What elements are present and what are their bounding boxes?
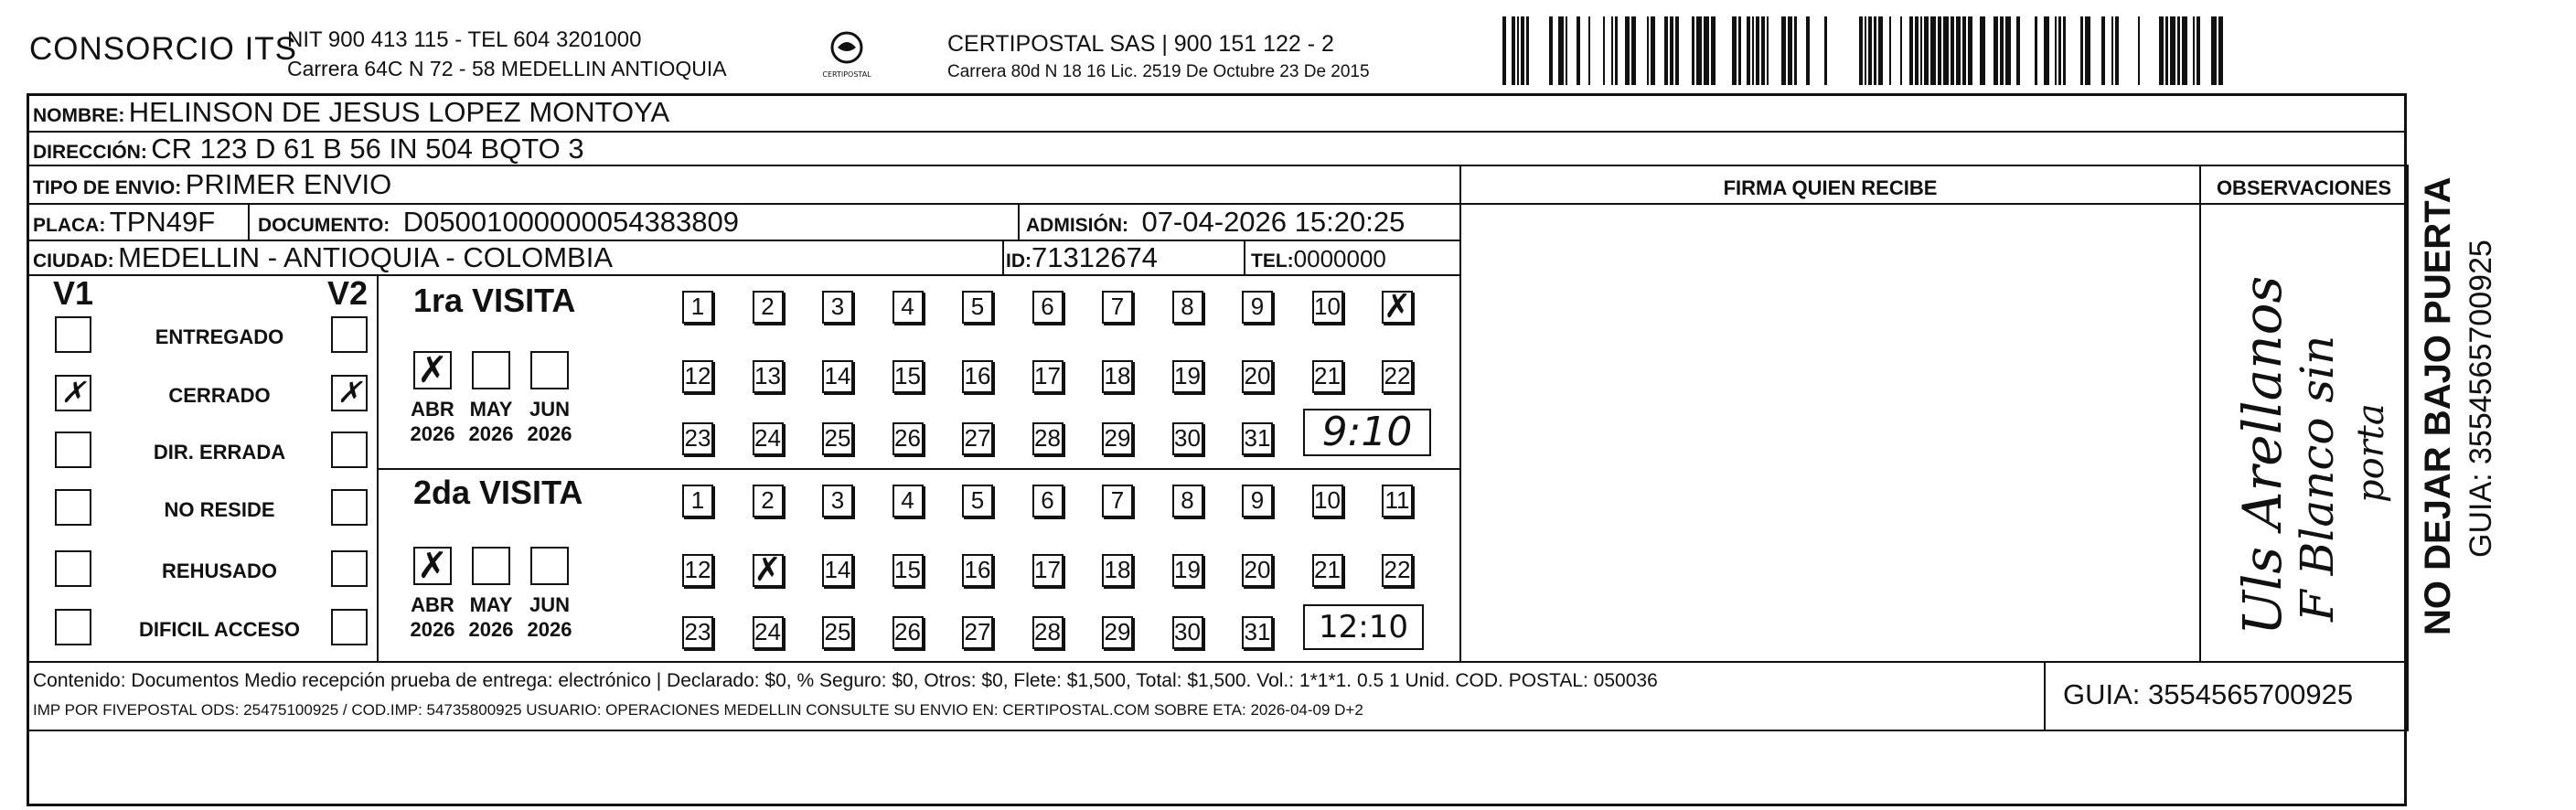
barcode-bar — [2111, 16, 2113, 85]
month-label: MAY — [469, 593, 513, 616]
status-option-label: NO RESIDE — [164, 498, 275, 521]
courier-logo-icon — [821, 27, 872, 84]
barcode-bar — [1930, 16, 1936, 85]
day-box: 21 — [1312, 360, 1343, 393]
month-checkbox — [472, 351, 510, 389]
day-box: 26 — [893, 616, 924, 649]
day-box: 2 — [753, 291, 784, 324]
barcode-bar — [1824, 16, 1827, 85]
day-box: 10 — [1312, 291, 1343, 324]
month-year: 2026 — [468, 422, 514, 445]
barcode-bar — [1924, 16, 1929, 85]
barcode-bar — [1664, 16, 1668, 85]
day-box: 10 — [1312, 485, 1343, 517]
barcode-bar — [1767, 16, 1769, 85]
day-box: 27 — [962, 422, 993, 455]
company-address: Carrera 64C N 72 - 58 MEDELLIN ANTIOQUIA — [287, 57, 727, 80]
barcode-bar — [1781, 16, 1786, 85]
day-box: 14 — [822, 360, 853, 393]
row-id — [1006, 241, 1158, 274]
month-year: 2026 — [527, 422, 572, 445]
tel-label: TEL: — [1251, 250, 1294, 272]
barcode-bar — [1517, 16, 1519, 85]
barcode-bar — [2085, 16, 2090, 85]
day-box: 6 — [1032, 485, 1064, 517]
day-box: 29 — [1102, 422, 1133, 455]
barcode-bar — [2218, 16, 2223, 85]
month-year: 2026 — [468, 618, 514, 641]
row-admision — [1026, 206, 1405, 239]
firma-header: FIRMA QUIEN RECIBE — [1723, 176, 1938, 199]
status-v1-checkbox: ✗ — [55, 375, 91, 411]
admision-value: 07-04-2026 15:20:25 — [1141, 206, 1406, 238]
status-v1-checkbox — [55, 550, 91, 587]
barcode-bar — [1909, 16, 1913, 85]
day-box: 12 — [682, 360, 713, 393]
barcode-bar — [1526, 16, 1529, 85]
day-box: 30 — [1172, 422, 1203, 455]
status-v2-checkbox — [331, 550, 368, 587]
day-box: 4 — [893, 485, 924, 517]
barcode-bar — [1951, 16, 1954, 85]
day-box: 3 — [822, 485, 853, 517]
status-v2-checkbox: ✗ — [331, 375, 368, 411]
barcode-bar — [1806, 16, 1810, 85]
day-box: 5 — [962, 291, 993, 324]
status-v2-checkbox — [331, 432, 368, 468]
placa-label: PLACA: — [33, 215, 106, 236]
nombre-label: NOMBRE: — [33, 105, 125, 126]
observaciones-handwriting — [2213, 274, 2396, 649]
nombre-value: HELINSON DE JESUS LOPEZ MONTOYA — [128, 96, 670, 128]
day-box: 29 — [1102, 616, 1133, 649]
day-box: 12 — [682, 554, 713, 587]
month-label: JUN — [529, 593, 570, 616]
tel-value: 0000000 — [1293, 245, 1386, 272]
barcode-bar — [1711, 16, 1716, 85]
barcode-bar — [1625, 16, 1630, 85]
day-box: 11 — [1382, 485, 1413, 517]
day-box: 4 — [893, 291, 924, 324]
status-option-label: DIR. ERRADA — [153, 441, 286, 464]
barcode-bar — [1704, 16, 1709, 85]
side-guia: GUIA: 3554565700925 — [2464, 240, 2498, 558]
day-box: 5 — [962, 485, 993, 517]
barcode-bar — [1588, 16, 1590, 85]
handwritten-line-2: F Blanco sin — [2291, 335, 2344, 622]
barcode-bar — [2193, 16, 2195, 85]
day-box: 6 — [1032, 291, 1064, 324]
barcode-bar — [1549, 16, 1553, 85]
day-box: 20 — [1242, 360, 1273, 393]
day-box: 7 — [1102, 485, 1133, 517]
day-box: 1 — [682, 291, 713, 324]
day-box: 3 — [822, 291, 853, 324]
barcode-bar — [1615, 16, 1618, 85]
day-box: 19 — [1172, 554, 1203, 587]
day-box: 7 — [1102, 291, 1133, 324]
courier-logo — [821, 27, 872, 84]
day-box: 2 — [753, 485, 784, 517]
barcode-bar — [1859, 16, 1863, 85]
barcode-bar — [1794, 16, 1797, 85]
day-box: 8 — [1172, 485, 1203, 517]
footer-imp: IMP POR FIVEPOSTAL ODS: 25475100925 / COD.IMP: 54735800925 USUARIO: OPERACIONES MEDELLIN CONSULTE SU ENVIO EN: CERTIPOSTAL.COM SOBRE ETA: 2026-04-09 D+2 — [33, 701, 1363, 719]
day-box: 24 — [753, 422, 784, 455]
day-box: 16 — [962, 554, 993, 587]
barcode-bar — [1900, 16, 1902, 85]
barcode-bar — [2044, 16, 2049, 85]
status-option-label: CERRADO — [168, 384, 271, 407]
barcode-bar — [2159, 16, 2164, 85]
month-checkbox: ✗ — [413, 351, 452, 389]
day-box: 19 — [1172, 360, 1203, 393]
barcode-bar — [1566, 16, 1567, 85]
barcode-bar — [2035, 16, 2037, 85]
barcode-icon — [1502, 16, 2225, 85]
barcode-bar — [2182, 16, 2187, 85]
barcode-bar — [2000, 16, 2004, 85]
ciudad-value: MEDELLIN - ANTIOQUIA - COLOMBIA — [118, 241, 613, 273]
barcode-bar — [1761, 16, 1765, 85]
status-option-label: REHUSADO — [162, 560, 277, 582]
barcode-bar — [1603, 16, 1605, 85]
row-tel — [1251, 245, 1386, 273]
barcode-bar — [1980, 16, 1985, 85]
barcode-bar — [1865, 16, 1866, 85]
barcode-bar — [2115, 16, 2119, 85]
status-v1-checkbox — [55, 432, 91, 468]
day-box: 1 — [682, 485, 713, 517]
barcode-bar — [2138, 16, 2140, 85]
tipo-envio-value: PRIMER ENVIO — [185, 168, 392, 200]
ciudad-label: CIUDAD: — [33, 250, 114, 272]
barcode-bar — [1738, 16, 1741, 85]
v1-label: V1 — [53, 274, 94, 312]
status-v2-checkbox — [331, 316, 368, 353]
barcode-bar — [2080, 16, 2083, 85]
barcode-bar — [1651, 16, 1655, 85]
barcode-bar — [1752, 16, 1754, 85]
month-checkbox: ✗ — [413, 547, 452, 585]
footer-contenido: Contenido: Documentos Medio recepción prueba de entrega: electrónico | Declarado: $0, % Seguro: $0, Otros: $0, Flete: $1,500, Total: $1,500. Vol.: 1*1*1. 0.5 1 Unid. COD. POSTAL: 050036 — [33, 670, 1658, 691]
barcode-bar — [1868, 16, 1872, 85]
barcode-bar — [1993, 16, 1998, 85]
barcode-bar — [1675, 16, 1679, 85]
status-v1-checkbox — [55, 316, 91, 353]
barcode-bar — [2165, 16, 2168, 85]
status-v2-checkbox — [331, 609, 368, 645]
barcode-bar — [1943, 16, 1949, 85]
day-box: 15 — [893, 360, 924, 393]
row-nombre — [33, 96, 669, 129]
barcode-bar — [2016, 16, 2020, 85]
barcode-bar — [1756, 16, 1759, 85]
status-option-label: ENTREGADO — [155, 325, 284, 348]
row-placa — [33, 206, 215, 239]
day-box: ✗ — [1384, 287, 1412, 325]
day-box: 18 — [1102, 360, 1133, 393]
barcode-bar — [2055, 16, 2057, 85]
status-v1-checkbox — [55, 609, 91, 645]
day-box: 17 — [1032, 554, 1064, 587]
barcode-bar — [2101, 16, 2105, 85]
day-box: 18 — [1102, 554, 1133, 587]
day-box: 9 — [1242, 485, 1273, 517]
barcode-bar — [1874, 16, 1876, 85]
barcode-bar — [2177, 16, 2180, 85]
row-tipo-envio — [33, 168, 391, 201]
barcode-bar — [1670, 16, 1673, 85]
barcode-bar — [1920, 16, 1922, 85]
observaciones-header: OBSERVACIONES — [2216, 176, 2392, 199]
barcode-bar — [1647, 16, 1649, 85]
month-year: 2026 — [410, 618, 455, 641]
day-box: 25 — [822, 422, 853, 455]
tipo-envio-label: TIPO DE ENVIO: — [33, 177, 182, 198]
month-checkbox — [530, 547, 569, 585]
day-box: 23 — [682, 422, 713, 455]
direccion-value: CR 123 D 61 B 56 IN 504 BQTO 3 — [151, 133, 584, 165]
day-box: 28 — [1032, 616, 1064, 649]
barcode-bar — [1747, 16, 1750, 85]
company-nit: NIT 900 413 115 - TEL 604 3201000 — [287, 27, 642, 52]
day-box: 30 — [1172, 616, 1203, 649]
barcode-bar — [1788, 16, 1792, 85]
handwritten-line-1: Uls Arellanos — [2231, 275, 2293, 635]
day-box: 21 — [1312, 554, 1343, 587]
company-brand: CONSORCIO ITS — [29, 31, 298, 67]
visit2-title: 2da VISITA — [413, 474, 583, 511]
day-box: 17 — [1032, 360, 1064, 393]
barcode-bar — [1732, 16, 1737, 85]
barcode-bar — [1521, 16, 1524, 85]
month-year: 2026 — [527, 618, 572, 641]
documento-value: D05001000000054383809 — [402, 206, 739, 238]
day-box: 22 — [1382, 554, 1413, 587]
day-box: 8 — [1172, 291, 1203, 324]
status-v1-checkbox — [55, 489, 91, 526]
barcode-bar — [1611, 16, 1613, 85]
id-value: 71312674 — [1031, 241, 1158, 273]
status-option-label: DIFICIL ACCESO — [138, 618, 300, 641]
barcode-bar — [2197, 16, 2200, 85]
barcode-bar — [1962, 16, 1966, 85]
barcode-bar — [1512, 16, 1515, 85]
barcode-bar — [2063, 16, 2066, 85]
day-box: 14 — [822, 554, 853, 587]
month-label: JUN — [529, 398, 570, 421]
visit2-time: 12:10 — [1303, 604, 1424, 650]
day-box: 20 — [1242, 554, 1273, 587]
placa-value: TPN49F — [109, 206, 216, 238]
direccion-label: DIRECCIÓN: — [33, 142, 147, 163]
visit1-time: 9:10 — [1303, 409, 1431, 456]
footer-guia: GUIA: 3554565700925 — [2063, 678, 2354, 710]
barcode-bar — [1889, 16, 1891, 85]
barcode-bar — [2058, 16, 2061, 85]
day-box: 9 — [1242, 291, 1273, 324]
month-year: 2026 — [410, 422, 455, 445]
barcode-bar — [1878, 16, 1883, 85]
barcode-bar — [1915, 16, 1919, 85]
barcode-bar — [2170, 16, 2175, 85]
barcode-bar — [2211, 16, 2217, 85]
day-box: 24 — [753, 616, 784, 649]
courier-name: CERTIPOSTAL SAS | 900 151 122 - 2 — [947, 31, 1334, 57]
day-box: 13 — [753, 360, 784, 393]
barcode-bar — [2005, 16, 2011, 85]
day-box: 26 — [893, 422, 924, 455]
day-box: 16 — [962, 360, 993, 393]
day-box: 15 — [893, 554, 924, 587]
day-box: 27 — [962, 616, 993, 649]
side-warning: NO DEJAR BAJO PUERTA — [2418, 176, 2458, 635]
row-documento — [258, 206, 739, 239]
courier-logo-text: CERTIPOSTAL — [822, 70, 871, 79]
barcode-bar — [1502, 16, 1506, 85]
month-checkbox — [530, 351, 569, 389]
day-box: 28 — [1032, 422, 1064, 455]
row-direccion — [33, 133, 584, 165]
barcode-bar — [1938, 16, 1941, 85]
barcode-bar — [1956, 16, 1961, 85]
documento-label: DOCUMENTO: — [258, 215, 390, 236]
status-v2-checkbox — [331, 489, 368, 526]
month-checkbox — [472, 547, 510, 585]
row-ciudad — [33, 241, 613, 274]
month-label: ABR — [411, 593, 454, 616]
barcode-bar — [1631, 16, 1636, 85]
day-box: 31 — [1242, 422, 1273, 455]
day-box: 31 — [1242, 616, 1273, 649]
day-box: 25 — [822, 616, 853, 649]
courier-license: Carrera 80d N 18 16 Lic. 2519 De Octubre 23 De 2015 — [947, 62, 1370, 81]
barcode-bar — [1968, 16, 1972, 85]
v2-label: V2 — [327, 274, 369, 312]
barcode-bar — [1692, 16, 1694, 85]
header-barcode — [1502, 16, 2225, 85]
barcode-bar — [1558, 16, 1564, 85]
day-box: 23 — [682, 616, 713, 649]
id-label: ID: — [1006, 250, 1031, 272]
day-box: ✗ — [754, 550, 782, 588]
admision-label: ADMISIÓN: — [1026, 215, 1128, 236]
day-box: 22 — [1382, 360, 1413, 393]
month-label: ABR — [411, 398, 454, 421]
handwritten-line-3: porta — [2350, 403, 2392, 503]
visit1-title: 1ra VISITA — [413, 282, 576, 319]
month-label: MAY — [469, 398, 513, 421]
barcode-bar — [1577, 16, 1580, 85]
barcode-bar — [1696, 16, 1702, 85]
